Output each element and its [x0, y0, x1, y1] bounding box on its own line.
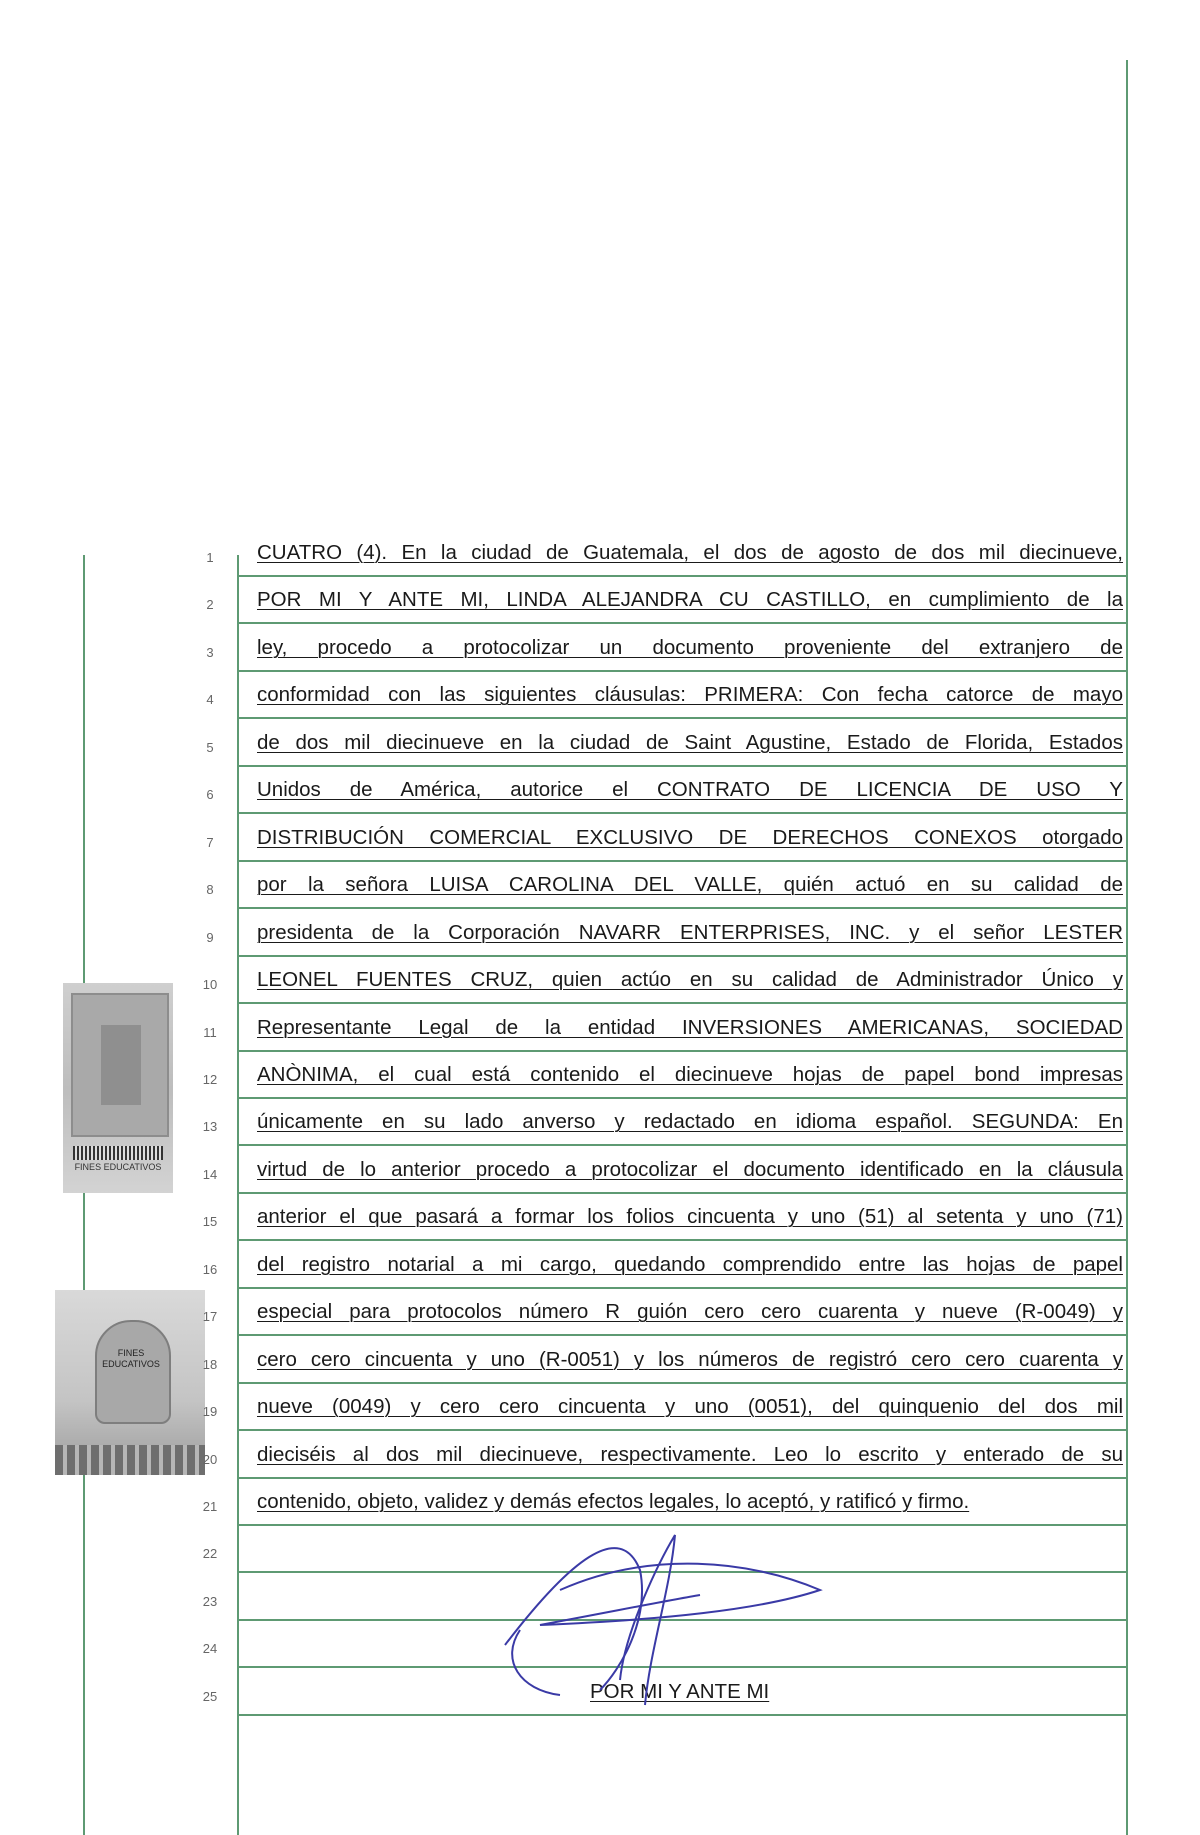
line-number: 3 [206, 644, 214, 660]
rule-line [237, 1524, 1127, 1526]
line-text: ley, procedo a protocolizar un documento proveniente del extranjero de [257, 635, 1123, 659]
line-number: 21 [202, 1499, 218, 1514]
line-number: 15 [202, 1214, 218, 1230]
document-line [0, 725, 1200, 772]
rule-line [237, 1192, 1127, 1194]
line-number: 5 [206, 739, 214, 755]
line-number: 9 [206, 929, 214, 945]
stamp-label: FINES EDUCATIVOS [102, 1348, 160, 1369]
line-text: POR MI Y ANTE MI, LINDA ALEJANDRA CU CASTILLO, en cumplimiento de la [257, 588, 1123, 612]
line-number: 12 [202, 1071, 218, 1087]
document-line [0, 1199, 1200, 1246]
rule-line [237, 1239, 1127, 1241]
document-line [0, 677, 1200, 724]
rule-line [237, 1287, 1127, 1289]
rule-line [237, 1477, 1127, 1479]
document-line [0, 582, 1200, 629]
rule-line [237, 860, 1127, 862]
line-text: POR MI Y ANTE MI [590, 1679, 770, 1703]
document-line [0, 1057, 1200, 1104]
rule-line [237, 1050, 1127, 1052]
line-number: 16 [202, 1261, 218, 1277]
document-line [0, 1437, 1200, 1484]
rule-line [237, 670, 1127, 672]
rule-line [237, 907, 1127, 909]
document-line [0, 1104, 1200, 1151]
line-number: 10 [202, 977, 218, 993]
line-text: nueve (0049) y cero cero cincuenta y uno (0051), del quinquenio del dos mil [257, 1395, 1123, 1419]
line-text: conformidad con las siguientes cláusulas: PRIMERA: Con fecha catorce de mayo [257, 683, 1123, 707]
line-text: Representante Legal de la entidad INVERSIONES AMERICANAS, SOCIEDAD [257, 1015, 1123, 1039]
line-text: virtud de lo anterior procedo a protocolizar el documento identificado en la cláusula [257, 1157, 1123, 1181]
rule-line [237, 1144, 1127, 1146]
line-number: 17 [202, 1309, 218, 1325]
document-line [0, 867, 1200, 914]
line-number: 20 [202, 1451, 218, 1467]
line-text: dieciséis al dos mil diecinueve, respectivamente. Leo lo escrito y enterado de su [257, 1442, 1123, 1466]
stamp-label: FINES EDUCATIVOS [74, 1162, 162, 1172]
line-text: CUATRO (4). En la ciudad de Guatemala, el dos de agosto de dos mil diecinueve, [257, 541, 1123, 564]
rule-line [237, 1002, 1127, 1004]
document-line [0, 630, 1200, 677]
rule-line [237, 812, 1127, 814]
line-text: de dos mil diecinueve en la ciudad de Saint Agustine, Estado de Florida, Estados [257, 730, 1123, 754]
line-number: 14 [202, 1166, 218, 1182]
document-line [0, 962, 1200, 1009]
rule-line [237, 765, 1127, 767]
line-text: Unidos de América, autorice el CONTRATO DE LICENCIA DE USO Y [257, 778, 1123, 802]
document-line [0, 535, 1200, 582]
line-number: 19 [202, 1404, 218, 1420]
line-text: ANÒNIMA, el cual está contenido el diecinueve hojas de papel bond impresas [257, 1062, 1123, 1086]
line-number: 6 [206, 787, 214, 803]
rule-line [237, 575, 1127, 577]
document-line [0, 1342, 1200, 1389]
signature-icon [500, 1530, 840, 1730]
line-number: 7 [206, 834, 214, 850]
line-number: 24 [202, 1641, 218, 1657]
document-line [0, 1294, 1200, 1341]
document-line [0, 772, 1200, 819]
line-number: 23 [202, 1593, 218, 1609]
document-line [0, 1010, 1200, 1057]
line-text: contenido, objeto, validez y demás efectos legales, lo aceptó, y ratificó y firmo. [257, 1490, 970, 1513]
line-number: 11 [203, 1024, 217, 1040]
document-line [0, 1247, 1200, 1294]
line-number: 8 [206, 882, 214, 898]
line-text: del registro notarial a mi cargo, quedando comprendido entre las hojas de papel [257, 1252, 1123, 1276]
rule-line [237, 955, 1127, 957]
rule-line [237, 1334, 1127, 1336]
line-text: por la señora LUISA CAROLINA DEL VALLE, quién actuó en su calidad de [257, 873, 1123, 897]
line-number: 4 [206, 692, 214, 708]
line-text: LEONEL FUENTES CRUZ, quien actúo en su calidad de Administrador Único y [257, 968, 1123, 992]
line-text: únicamente en su lado anverso y redactado en idioma español. SEGUNDA: En [257, 1110, 1123, 1134]
rule-line [237, 1382, 1127, 1384]
document-line [0, 1484, 1200, 1531]
line-text: DISTRIBUCIÓN COMERCIAL EXCLUSIVO DE DERECHOS CONEXOS otorgado [257, 825, 1123, 849]
line-number: 18 [202, 1356, 218, 1372]
line-text: cero cero cincuenta y uno (R-0051) y los números de registró cero cero cuarenta y [257, 1347, 1123, 1371]
line-number: 13 [202, 1119, 218, 1135]
line-number: 25 [202, 1688, 218, 1704]
rule-line [237, 622, 1127, 624]
line-text: presidenta de la Corporación NAVARR ENTERPRISES, INC. y el señor LESTER [257, 920, 1123, 944]
rule-line [237, 717, 1127, 719]
line-number: 1 [206, 550, 214, 565]
line-number: 2 [206, 597, 214, 613]
line-text: anterior el que pasará a formar los folios cincuenta y uno (51) al setenta y uno (71) [257, 1205, 1123, 1229]
rule-line [237, 1097, 1127, 1099]
line-number: 22 [202, 1546, 218, 1562]
document-line [0, 1389, 1200, 1436]
rule-line [237, 1429, 1127, 1431]
document-line [0, 1152, 1200, 1199]
line-text: especial para protocolos número R guión cero cero cuarenta y nueve (R-0049) y [257, 1300, 1123, 1324]
document-line [0, 820, 1200, 867]
document-line [0, 915, 1200, 962]
